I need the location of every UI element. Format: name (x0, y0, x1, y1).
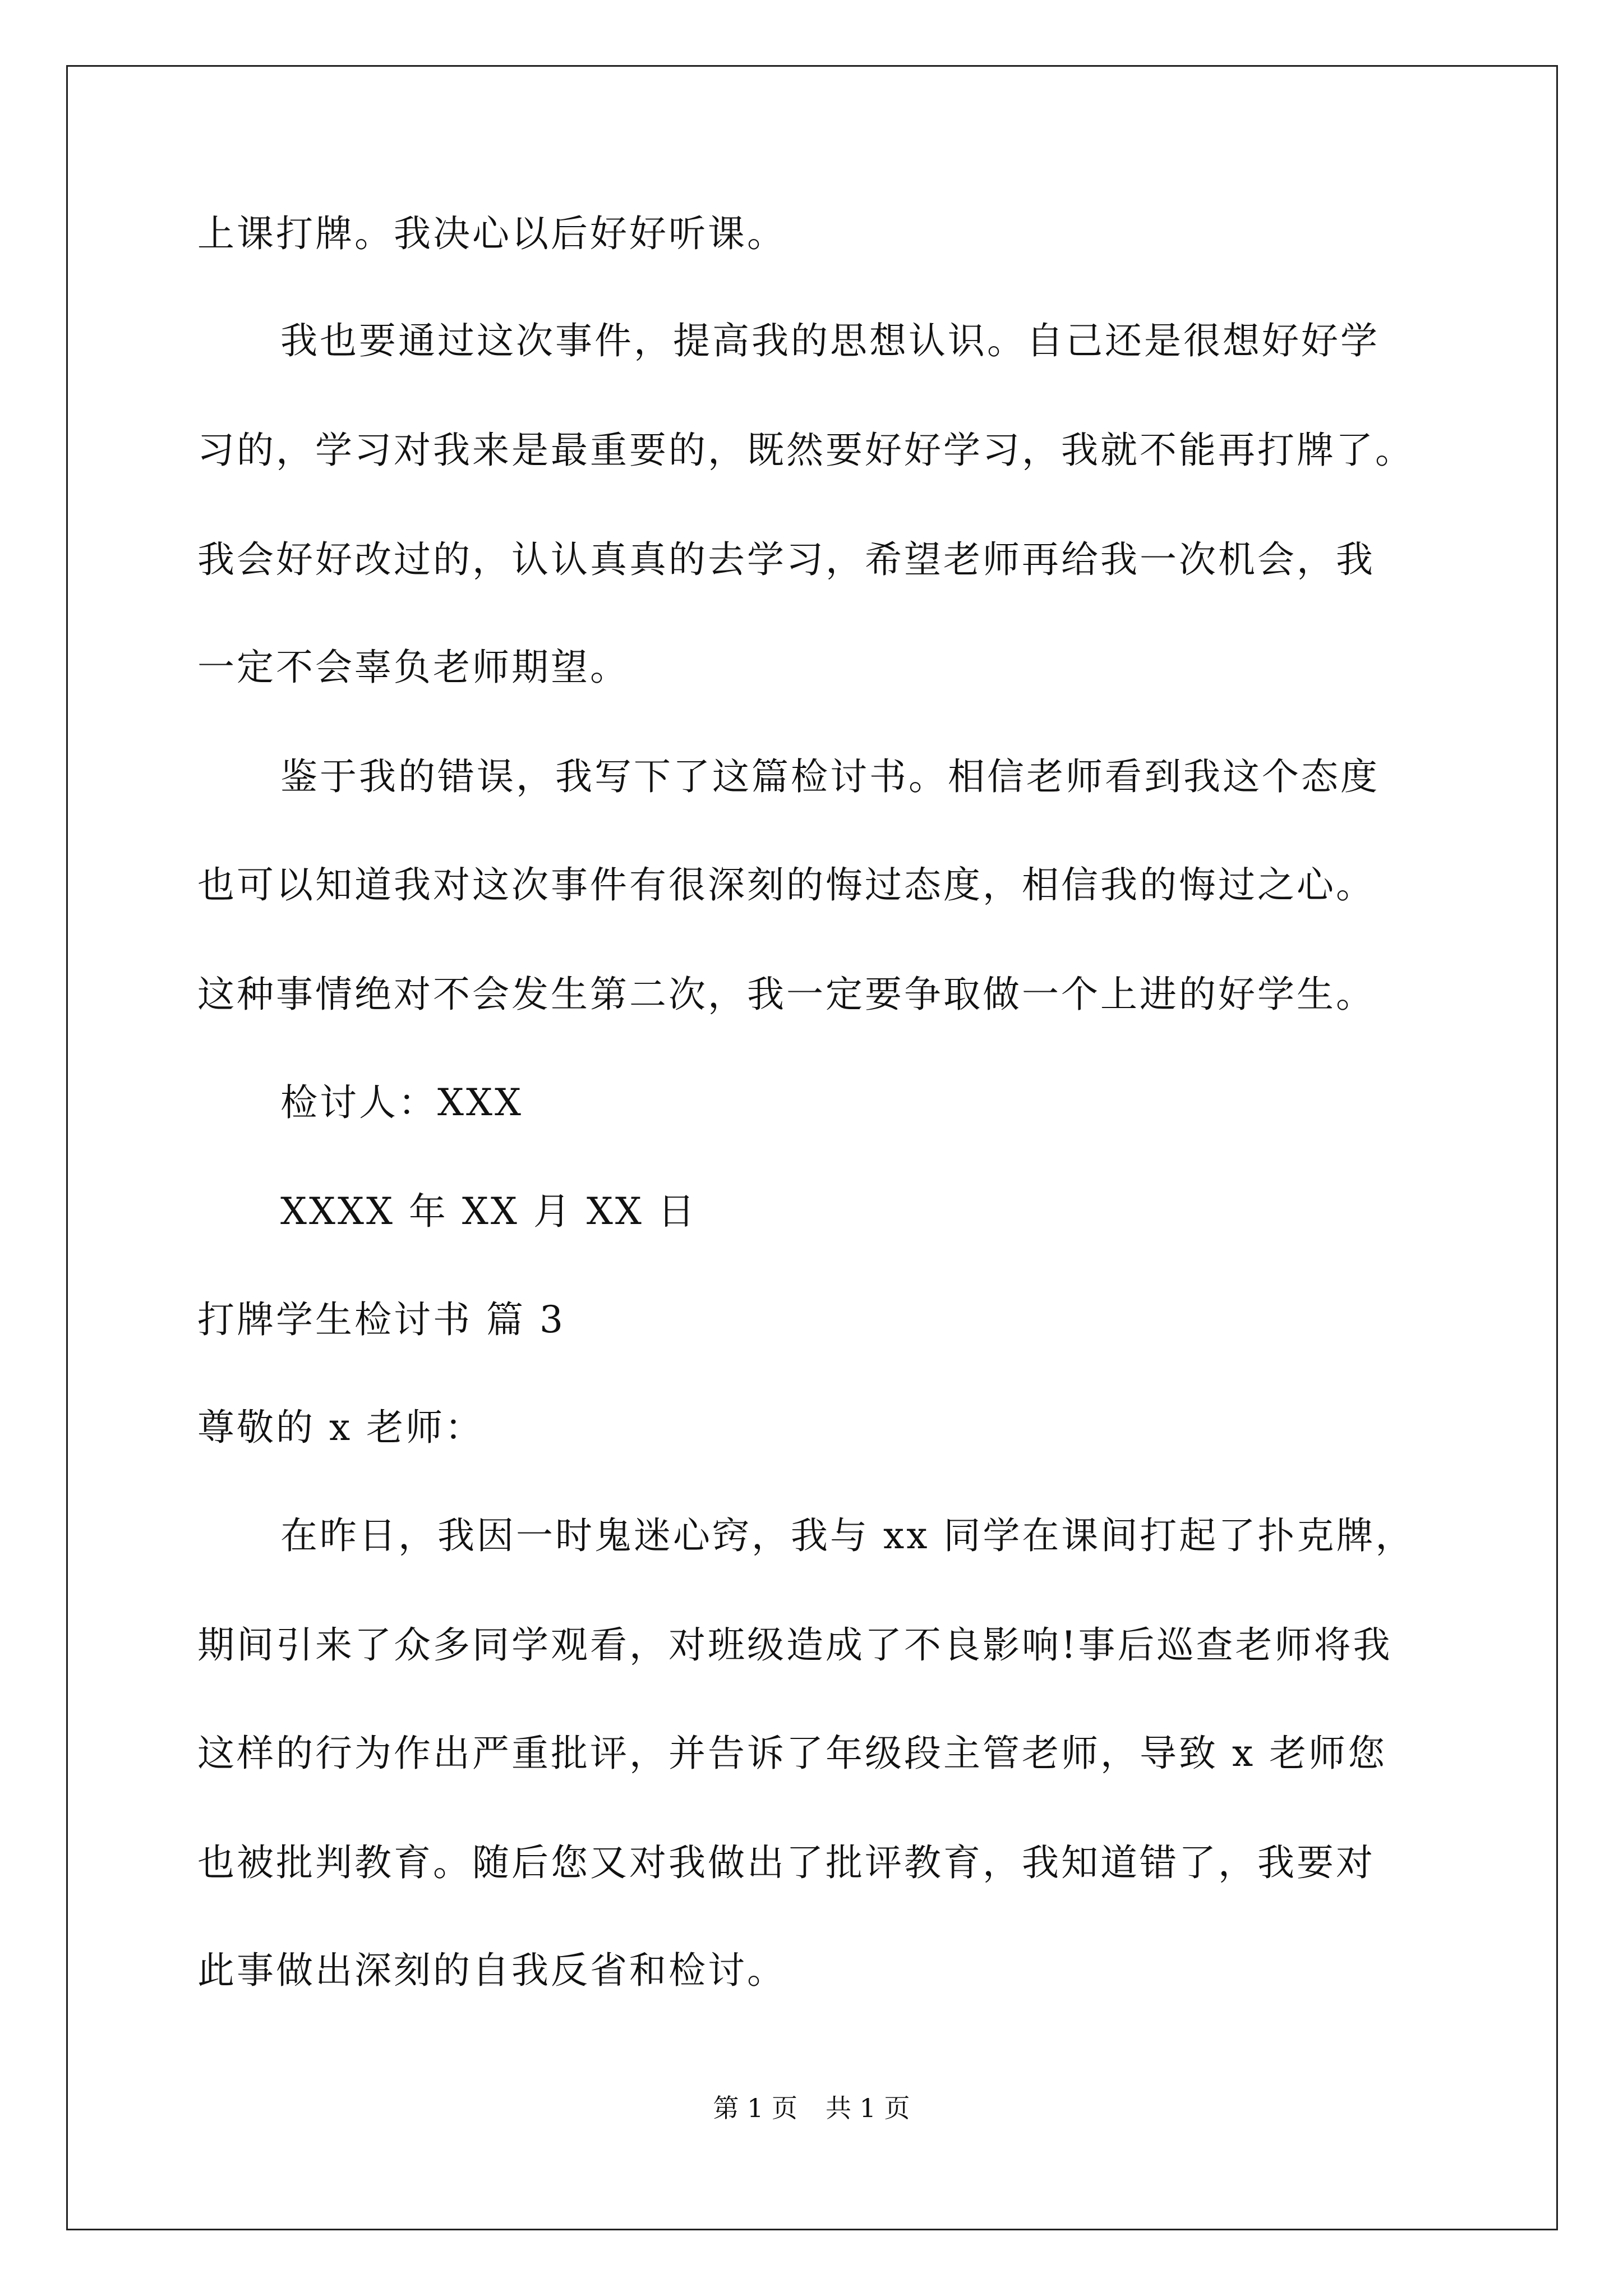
page-total: 共 1 页 (826, 2093, 910, 2123)
text-line: 也被批判教育。随后您又对我做出了批评教育，我知道错了，我要对 (197, 1841, 1375, 1884)
text-line: 我也要通过这次事件，提高我的思想认识。自己还是很想好好学 (280, 319, 1380, 362)
text-line: 此事做出深刻的自我反省和检讨。 (197, 1949, 786, 1992)
signature-line: 检讨人：XXX (280, 1081, 523, 1124)
text-line: 这样的行为作出严重批评，并告诉了年级段主管老师，导致 x 老师您 (197, 1732, 1387, 1775)
text-line: 上课打牌。我决心以后好好听课。 (197, 212, 786, 255)
text-line: 也可以知道我对这次事件有很深刻的悔过态度，相信我的悔过之心。 (197, 863, 1375, 907)
text-line: 在昨日，我因一时鬼迷心窍，我与 xx 同学在课间打起了扑克牌， (280, 1514, 1415, 1557)
text-line: 习的，学习对我来是最重要的，既然要好好学习，我就不能再打牌了。 (197, 429, 1414, 472)
text-line: 我会好好改过的，认认真真的去学习，希望老师再给我一次机会，我 (197, 538, 1375, 581)
page-footer (0, 2092, 1623, 2124)
salutation-line: 尊敬的 x 老师： (197, 1406, 485, 1449)
text-line: 一定不会辜负老师期望。 (197, 646, 629, 689)
text-line: 鉴于我的错误，我写下了这篇检讨书。相信老师看到我这个态度 (280, 755, 1380, 798)
text-line: 这种事情绝对不会发生第二次，我一定要争取做一个上进的好学生。 (197, 973, 1375, 1016)
page-border (66, 65, 1558, 2230)
text-line: 期间引来了众多同学观看，对班级造成了不良影响!事后巡查老师将我 (197, 1623, 1393, 1667)
section-title: 打牌学生检讨书 篇 3 (197, 1298, 565, 1341)
page-number: 第 1 页 (713, 2093, 797, 2123)
date-line: XXXX 年 XX 月 XX 日 (280, 1190, 697, 1233)
